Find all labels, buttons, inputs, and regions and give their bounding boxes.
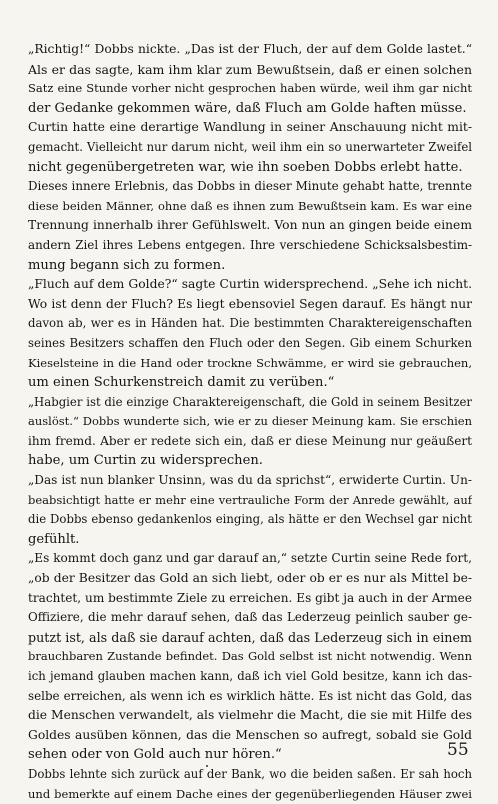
- text-line: ich jemand glauben machen kann, daß ich viel Gold besitze, kann ich das-: [28, 669, 472, 683]
- text-line: Als er das sagte, kam ihm klar zum Bewußtsein, daß er einen solchen: [28, 61, 472, 77]
- text-line: ihm fremd. Aber er redete sich ein, daß er diese Meinung nur geäußert: [28, 433, 472, 448]
- text-line: brauchbaren Zustande befindet. Das Gold selbst ist nicht notwendig. Wenn: [28, 649, 472, 664]
- text-line: „Richtig!“ Dobbs nickte. „Das ist der Fluch, der auf dem Golde lastet.“: [28, 42, 472, 56]
- text-line: Offiziere, die mehr darauf sehen, daß das Lederzeug peinlich sauber ge-: [28, 610, 472, 625]
- text-line: putzt ist, als daß sie darauf achten, daß das Lederzeug sich in einem: [28, 629, 472, 645]
- text-line: diese beiden Männer, ohne daß es ihnen zum Bewußtsein kam. Es war eine: [28, 198, 472, 213]
- text-line: „ob der Besitzer das Gold an sich liebt, oder ob er es nur als Mittel be-: [28, 571, 472, 586]
- paper-speck: [206, 765, 208, 767]
- page-number: 55: [447, 740, 469, 760]
- text-line: Goldes ausüben können, das die Menschen so aufregt, sobald sie Gold: [28, 727, 472, 742]
- text-line: Curtin hatte eine derartige Wandlung in seiner Anschauung nicht mit-: [28, 120, 472, 135]
- text-line: seines Besitzers schaffen den Fluch oder den Segen. Gib einem Schurken: [28, 335, 472, 350]
- text-line: auslöst.“ Dobbs wunderte sich, wie er zu dieser Meinung kam. Sie erschien: [28, 414, 472, 429]
- text-line: und bemerkte auf einem Dache eines der gegenüberliegenden Häuser zwei: [28, 786, 472, 801]
- text-line: gefühlt.: [28, 531, 80, 547]
- text-line: „Das ist nun blanker Unsinn, was du da sprichst“, erwiderte Curtin. Un-: [28, 473, 472, 488]
- text-line: die Dobbs ebenso gedankenlos einging, als hätte er den Wechsel gar nicht: [28, 512, 472, 527]
- text-line: die Menschen verwandelt, als vielmehr die Macht, die sie mit Hilfe des: [28, 708, 472, 723]
- text-line: sehen oder von Gold auch nur hören.“: [28, 747, 282, 763]
- text-line: nicht gegenübergetreten war, wie ihn soeben Dobbs erlebt hatte.: [28, 159, 463, 175]
- text-line: andern Ziel ihres Lebens entgegen. Ihre verschiedene Schicksalsbestim-: [28, 237, 472, 252]
- text-line: um einen Schurkenstreich damit zu verüben.“: [28, 375, 335, 391]
- text-line: „Es kommt doch ganz und gar darauf an,“ setzte Curtin seine Rede fort,: [28, 551, 472, 566]
- text-line: Kieselsteine in die Hand oder trockne Schwämme, er wird sie gebrauchen,: [28, 355, 472, 370]
- text-line: Satz eine Stunde vorher nicht gesprochen haben würde, weil ihm gar nicht: [28, 81, 472, 96]
- text-line: gemacht. Vielleicht nur darum nicht, weil ihm ein so unerwarteter Zweifel: [28, 139, 472, 154]
- text-line: mung begann sich zu formen.: [28, 257, 226, 273]
- text-line: habe, um Curtin zu widersprechen.: [28, 453, 263, 469]
- text-line: beabsichtigt hatte er mehr eine vertrauliche Form der Anrede gewählt, auf: [28, 492, 472, 507]
- text-line: Wo ist denn der Fluch? Es liegt ebensoviel Segen darauf. Es hängt nur: [28, 296, 472, 311]
- text-line: selbe erreichen, als wenn ich es wirklich hätte. Es ist nicht das Gold, das: [28, 688, 472, 703]
- text-line: Dobbs lehnte sich zurück auf der Bank, wo die beiden saßen. Er sah hoch: [28, 766, 472, 781]
- text-line: Trennung innerhalb ihrer Gefühlswelt. Von nun an gingen beide einem: [28, 218, 472, 233]
- text-line: „Fluch auf dem Golde?“ sagte Curtin widersprechend. „Sehe ich nicht.: [28, 277, 472, 292]
- body-text: [28, 40, 472, 804]
- text-line: Dieses innere Erlebnis, das Dobbs in dieser Minute gehabt hatte, trennte: [28, 179, 472, 194]
- text-line: „Habgier ist die einzige Charaktereigenschaft, die Gold in seinem Besitzer: [28, 394, 472, 409]
- text-line: davon ab, wer es in Händen hat. Die bestimmten Charaktereigenschaften: [28, 316, 472, 331]
- text-line: der Gedanke gekommen wäre, daß Fluch am Golde haften müsse.: [28, 100, 467, 116]
- text-line: trachtet, um bestimmte Ziele zu erreichen. Es gibt ja auch in der Armee: [28, 590, 472, 605]
